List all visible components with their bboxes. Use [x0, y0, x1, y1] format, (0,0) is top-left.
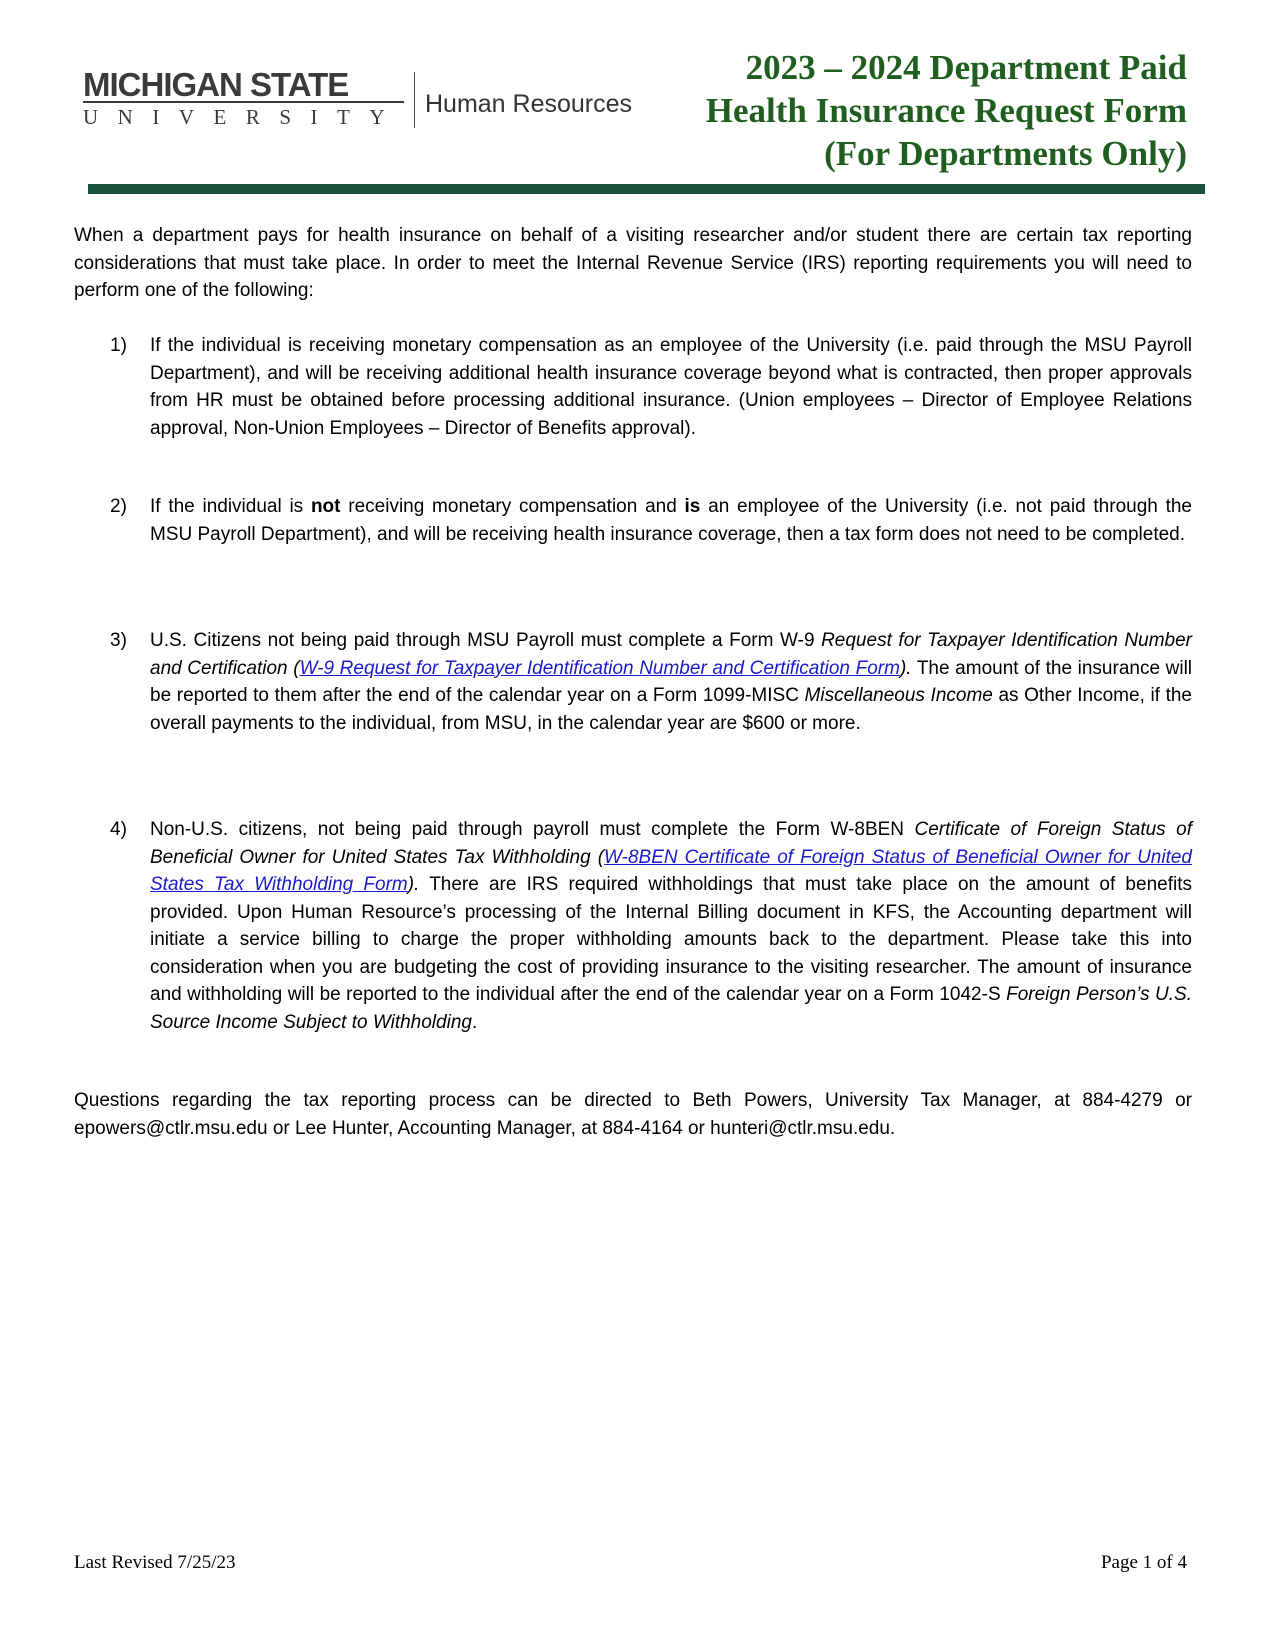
footer-revised: Last Revised 7/25/23 — [74, 1552, 236, 1573]
item-text — [150, 493, 1192, 548]
title-line-3: (For Departments Only) — [824, 134, 1187, 173]
logo-divider — [414, 72, 415, 128]
italic-form-name: Foreign Person’s U.S. Source Income Subject to Withholding — [150, 984, 1192, 1033]
logo-sub-text: UNIVERSITY — [83, 105, 404, 129]
italic-form-name: Certificate of Foreign Status of Beneficial Owner for United States Tax Withholding ( — [150, 819, 1193, 868]
text-run: U.S. Citizens not being paid through MSU Payroll must complete a Form W-9 — [150, 630, 822, 651]
item-text: If the individual is receiving monetary compensation as an employee of the University (i.e. paid through the MSU Payroll Department), and will be receiving additional health insurance coverage beyond what is contracted, then proper approvals from HR must be obtained before processing additional insurance. (Union employees – Director of Employee Relations approval, Non-Union Employees – Director of Benefits approval). — [150, 335, 1192, 439]
text-run: . — [471, 1011, 478, 1033]
list-item-3 — [110, 627, 1192, 737]
list-item-2 — [110, 493, 1192, 548]
logo-unit-text: Human Resources — [425, 90, 633, 118]
text-run: an employee of the University (i.e. not paid through the MSU Payroll Department), and will be receiving health insurance coverage, then a tax form does not need to be completed. — [150, 496, 1193, 545]
list-item-1 — [110, 332, 1192, 442]
questions-paragraph: Questions regarding the tax reporting process can be directed to Beth Powers, University Tax Manager, at 884-4279 or epowers@ctlr.msu.edu or Lee Hunter, Accounting Manager, at 884-4164 or hunteri@ctlr.msu.edu. — [74, 1090, 1192, 1139]
item-number: 2) — [110, 496, 127, 517]
bold-not: not — [310, 496, 341, 517]
footer-page-number: Page 1 of 4 — [1100, 1552, 1187, 1573]
text-run: There are IRS required withholdings that must take place on the amount of benefits provided. Upon Human Resource’s processing of the Internal Billing document in KFS, the Accounting department will initiate a service billing to charge the proper withholding amounts back to the department. Please take this into consideration when you are budgeting the cost of providing insurance to the visiting researcher. The amount of insurance and withholding will be reported to the individual after the end of the calendar year on a Form 1042-S — [150, 874, 1192, 1005]
text-run: Non-U.S. citizens, not being paid through payroll must complete the Form W-8BEN — [150, 819, 915, 840]
bold-is: is — [684, 496, 701, 517]
italic-close: ). — [407, 874, 420, 895]
italic-close: ). — [899, 657, 912, 679]
text-run: If the individual is — [150, 496, 311, 517]
logo-main-text: MICHIGAN STATE — [83, 70, 404, 103]
item-number: 1) — [110, 335, 127, 356]
title-line-2: Health Insurance Request Form — [705, 91, 1187, 130]
document-title — [706, 46, 1187, 175]
italic-form-name: Miscellaneous Income — [804, 685, 993, 706]
list-item-4 — [110, 816, 1192, 1036]
text-run: receiving monetary compensation and — [340, 496, 685, 517]
italic-form-name: Request for Taxpayer Identification Number and Certification ( — [150, 630, 1192, 679]
intro-paragraph: When a department pays for health insurance on behalf of a visiting researcher and/or student there are certain tax reporting considerations that must take place. In order to meet the Internal Revenue Service (IRS) reporting requirements you will need to perform one of the following: — [74, 225, 1192, 301]
item-text — [150, 627, 1192, 737]
w9-form-link[interactable]: W-9 Request for Taxpayer Identification Number and Certification Form — [299, 657, 900, 679]
item-text — [150, 816, 1192, 1036]
header-rule — [88, 184, 1205, 194]
text-run: as Other Income, if the overall payments to the individual, from MSU, in the calendar year are $600 or more. — [150, 685, 1192, 734]
item-number: 4) — [110, 819, 127, 840]
msu-hr-logo — [83, 66, 633, 130]
title-line-1: 2023 – 2024 Department Paid — [745, 48, 1187, 87]
w8ben-form-link[interactable]: W-8BEN Certificate of Foreign Status of Beneficial Owner for United States Tax Withholding Form — [150, 846, 1192, 895]
msu-wordmark — [83, 66, 404, 130]
item-number: 3) — [110, 630, 127, 651]
text-run: The amount of the insurance will be reported to them after the end of the calendar year on a Form 1099-MISC — [150, 657, 1193, 706]
